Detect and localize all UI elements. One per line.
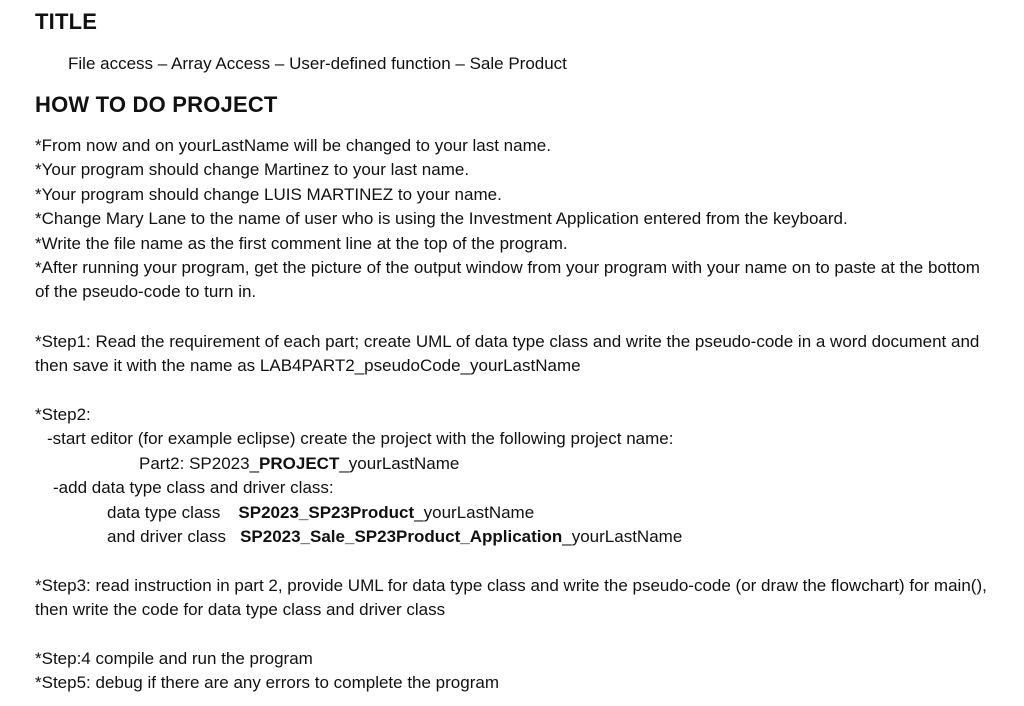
instruction-item: *After running your program, get the picture of the output window from your program with your name on to paste at the bottom of the pseudo-code to turn in. xyxy=(35,258,980,302)
step2-data-type-class xyxy=(35,501,995,525)
step2-project-name xyxy=(35,452,995,476)
title-heading: TITLE xyxy=(35,9,98,34)
driver-class-bold: SP2023_Sale_SP23Product_Application xyxy=(240,527,563,547)
project-name-bold: PROJECT xyxy=(259,453,340,473)
instruction-item: *Your program should change LUIS MARTINEZ to your name. xyxy=(35,184,502,204)
step5-text: *Step5: debug if there are any errors to complete the program xyxy=(35,673,499,693)
data-type-class-bold: SP2023_SP23Product xyxy=(238,502,415,522)
step3-text: *Step3: read instruction in part 2, provide UML for data type class and write the pseudo-code (or draw the flowchart) for main(), then write the code for data type class and driver class xyxy=(35,576,987,620)
data-type-class-suffix: _yourLastName xyxy=(414,502,535,522)
subtitle: File access – Array Access – User-defined function – Sale Product xyxy=(68,54,567,73)
step4-5-section xyxy=(35,647,995,696)
step2-add-classes: -add data type class and driver class: xyxy=(53,478,334,498)
step2-label: *Step2: xyxy=(35,405,91,424)
instruction-item: *Your program should change Martinez to your last name. xyxy=(35,160,470,180)
step2-driver-class xyxy=(35,525,995,549)
step2-section xyxy=(35,403,995,549)
step3-section xyxy=(35,574,995,623)
instruction-list xyxy=(35,134,995,305)
project-name-suffix: _yourLastName xyxy=(339,453,460,473)
step1-section xyxy=(35,330,995,379)
step1-text: *Step1: Read the requirement of each part; create UML of data type class and write the pseudo-code in a word document and then save it with the name as LAB4PART2_pseudoCode_yourLastName xyxy=(35,332,980,376)
instruction-item: *Write the file name as the first comment line at the top of the program. xyxy=(35,233,568,253)
project-name-prefix: Part2: SP2023_ xyxy=(139,453,260,473)
step4-text: *Step:4 compile and run the program xyxy=(35,649,313,668)
driver-label: and driver class xyxy=(107,527,227,547)
driver-class-suffix: _yourLastName xyxy=(562,527,683,547)
how-to-heading: HOW TO DO PROJECT xyxy=(35,92,278,117)
data-type-label: data type class xyxy=(107,502,221,522)
instruction-item: *From now and on yourLastName will be changed to your last name. xyxy=(35,136,551,155)
instruction-item: *Change Mary Lane to the name of user who is using the Investment Application entered from the keyboard. xyxy=(35,209,848,229)
step2-start-editor: -start editor (for example eclipse) create the project with the following project name: xyxy=(47,429,674,449)
